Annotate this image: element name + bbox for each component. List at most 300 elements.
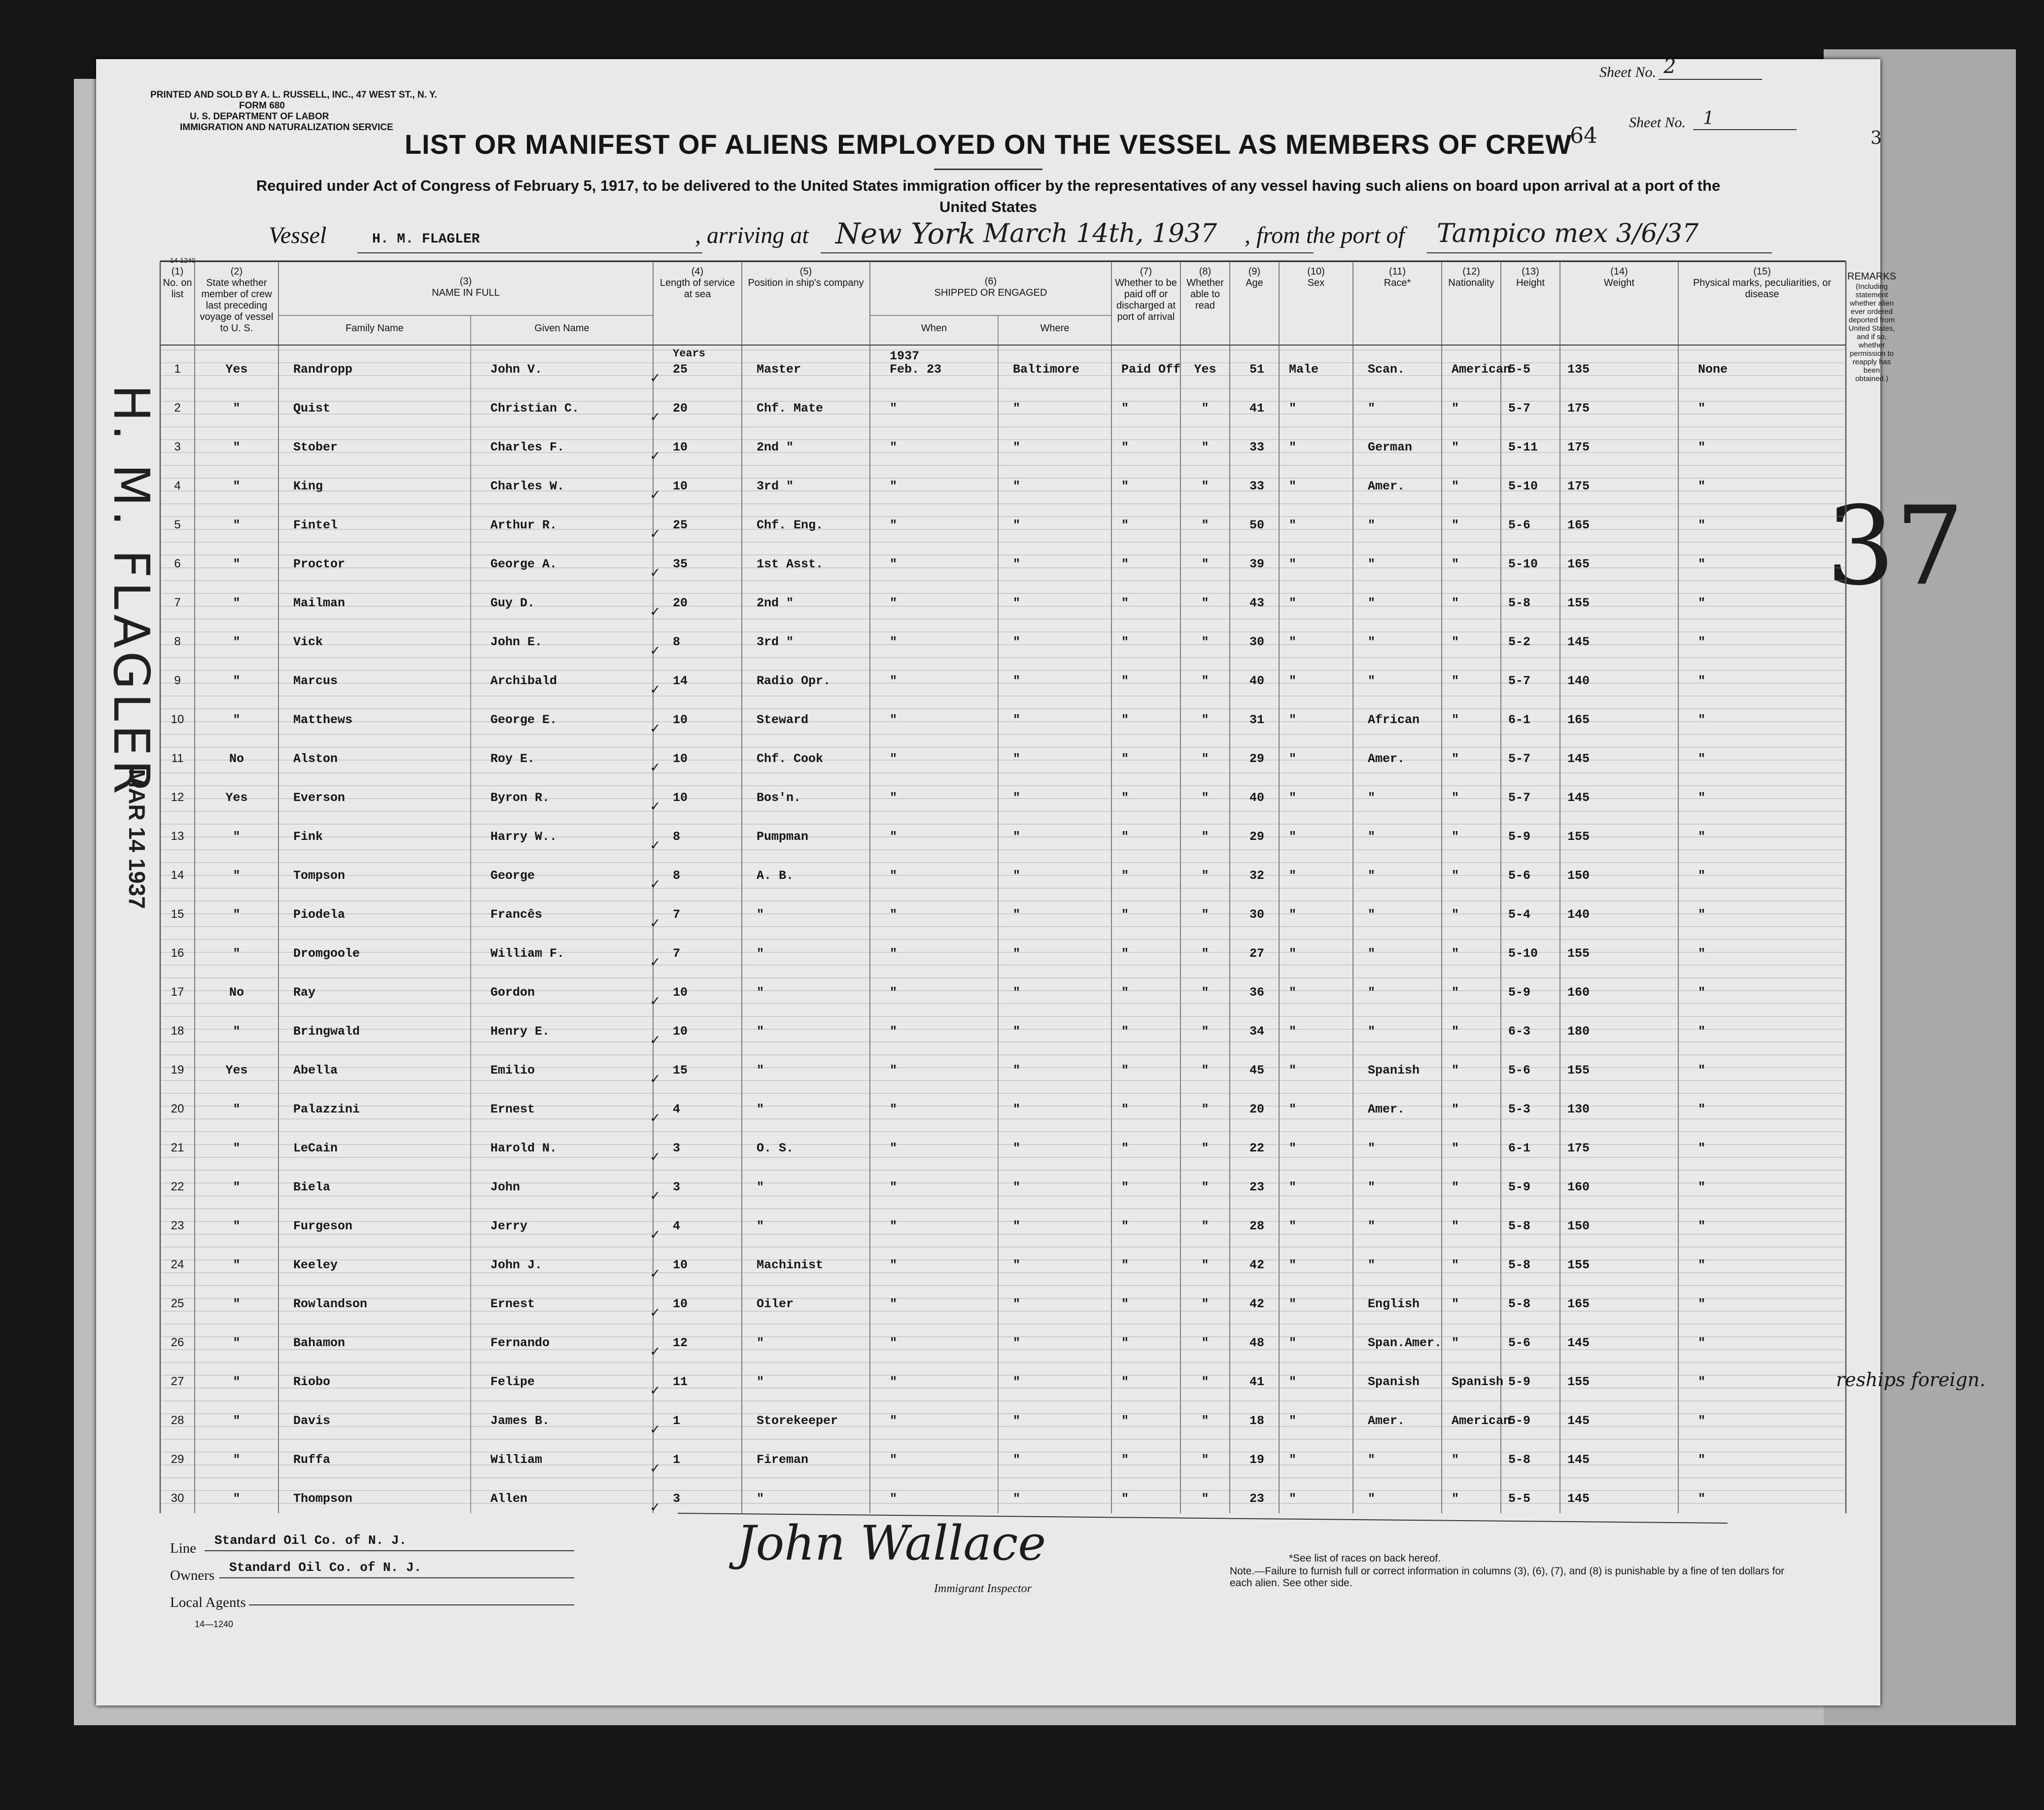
cell-given: Francês <box>490 907 543 922</box>
cell-sex: " <box>1289 1297 1297 1311</box>
cell-when: " <box>890 1180 898 1194</box>
cell-height: 5-5 <box>1508 362 1531 377</box>
cell-weight: 150 <box>1567 1219 1590 1233</box>
table-row <box>160 985 1846 1024</box>
cell-race: " <box>1368 596 1376 610</box>
cell-given: Guy D. <box>490 596 535 610</box>
cell-prev: " <box>233 1180 241 1194</box>
cell-race: " <box>1368 830 1376 844</box>
column-label: Whether able to read <box>1186 278 1224 311</box>
cell-family: Stober <box>293 440 338 454</box>
cell-paid: " <box>1121 1141 1129 1155</box>
column-header <box>280 276 652 299</box>
cell-read: " <box>1201 869 1209 883</box>
cell-marks: " <box>1698 1297 1706 1311</box>
table-row <box>160 557 1846 596</box>
cell-family: King <box>293 479 323 493</box>
cell-position: " <box>757 946 764 961</box>
cell-marks: " <box>1698 518 1706 532</box>
cell-where: " <box>1013 1141 1021 1155</box>
cell-marks: " <box>1698 985 1706 1000</box>
cell-paid: Paid Off <box>1121 362 1181 377</box>
cell-prev: No <box>229 752 244 766</box>
printer-line: IMMIGRATION AND NATURALIZATION SERVICE <box>180 122 393 133</box>
cell-no: 22 <box>171 1180 184 1193</box>
cell-family: Davis <box>293 1414 331 1428</box>
cell-given: Harry W.. <box>490 830 557 844</box>
cell-family: Thompson <box>293 1492 353 1506</box>
cell-given: Allen <box>490 1492 528 1506</box>
cell-age: 45 <box>1249 1063 1265 1078</box>
cell-race: " <box>1368 635 1376 649</box>
arrival-date: March 14th, 1937 <box>983 219 1217 248</box>
check-mark-icon: ✓ <box>651 1344 660 1361</box>
cell-when: " <box>890 791 898 805</box>
cell-when: " <box>890 1297 898 1311</box>
cell-marks: " <box>1698 713 1706 727</box>
cell-years: 7 <box>673 946 681 961</box>
cell-weight: 155 <box>1567 1063 1590 1078</box>
cell-family: Biela <box>293 1180 331 1194</box>
cell-years: 25 <box>673 518 688 532</box>
cell-age: 19 <box>1249 1453 1265 1467</box>
table-row <box>160 440 1846 479</box>
cell-nationality: American <box>1452 1414 1511 1428</box>
cell-age: 33 <box>1249 440 1265 454</box>
cell-position: Chf. Cook <box>757 752 824 766</box>
cell-given: George <box>490 869 535 883</box>
table-row <box>160 1219 1846 1258</box>
cell-position: Pumpman <box>757 830 809 844</box>
column-number: (7) <box>1140 266 1152 277</box>
cell-prev: " <box>233 1297 241 1311</box>
cell-weight: 175 <box>1567 479 1590 493</box>
cell-years: 15 <box>673 1063 688 1078</box>
cell-marks: " <box>1698 1375 1706 1389</box>
check-mark-icon: ✓ <box>651 449 660 465</box>
cell-sex: " <box>1289 1024 1297 1039</box>
cell-where: " <box>1013 401 1021 416</box>
cell-when: " <box>890 1063 898 1078</box>
cell-weight: 145 <box>1567 752 1590 766</box>
cell-where: " <box>1013 518 1021 532</box>
cell-weight: 175 <box>1567 440 1590 454</box>
cell-years: 1 <box>673 1414 681 1428</box>
cell-position: Machinist <box>757 1258 824 1272</box>
cell-race: Span.Amer. <box>1368 1336 1442 1350</box>
cell-no: 5 <box>174 518 181 531</box>
column-header <box>655 266 740 300</box>
cell-family: Everson <box>293 791 346 805</box>
cell-marks: " <box>1698 1063 1706 1078</box>
page-title: LIST OR MANIFEST OF ALIENS EMPLOYED ON THE VESSEL AS MEMBERS OF CREW <box>404 129 1572 160</box>
cell-position: Radio Opr. <box>757 674 831 688</box>
cell-read: " <box>1201 1297 1209 1311</box>
cell-height: 5-6 <box>1508 1063 1531 1078</box>
cell-read: " <box>1201 830 1209 844</box>
cell-prev: " <box>233 1024 241 1039</box>
cell-age: 29 <box>1249 752 1265 766</box>
table-row <box>160 1141 1846 1180</box>
check-mark-icon: ✓ <box>651 916 660 933</box>
cell-read: " <box>1201 479 1209 493</box>
cell-marks: " <box>1698 596 1706 610</box>
cell-weight: 145 <box>1567 1414 1590 1428</box>
check-mark-icon: ✓ <box>651 955 660 972</box>
cell-given: Arthur R. <box>490 518 557 532</box>
check-mark-icon: ✓ <box>651 643 660 660</box>
cell-prev: " <box>233 1336 241 1350</box>
cell-given: Gordon <box>490 985 535 1000</box>
cell-race: " <box>1368 557 1376 571</box>
cell-weight: 165 <box>1567 1297 1590 1311</box>
cell-nationality: " <box>1452 1180 1459 1194</box>
cell-paid: " <box>1121 518 1129 532</box>
table-row <box>160 1414 1846 1453</box>
cell-when: " <box>890 518 898 532</box>
cell-years: 8 <box>673 830 681 844</box>
cell-no: 21 <box>171 1141 184 1154</box>
cell-no: 7 <box>174 596 181 609</box>
cell-family: Proctor <box>293 557 346 571</box>
cell-height: 5-9 <box>1508 985 1531 1000</box>
cell-paid: " <box>1121 1414 1129 1428</box>
cell-read: " <box>1201 907 1209 922</box>
cell-prev: " <box>233 1258 241 1272</box>
cell-nationality: " <box>1452 1141 1459 1155</box>
cell-sex: " <box>1289 791 1297 805</box>
cell-where: " <box>1013 830 1021 844</box>
cell-race: " <box>1368 985 1376 1000</box>
cell-position: Oiler <box>757 1297 794 1311</box>
cell-sex: " <box>1289 1453 1297 1467</box>
cell-prev: " <box>233 946 241 961</box>
check-mark-icon: ✓ <box>651 1305 660 1322</box>
check-mark-icon: ✓ <box>651 1227 660 1244</box>
cell-age: 29 <box>1249 830 1265 844</box>
cell-family: Ray <box>293 985 316 1000</box>
cell-race: " <box>1368 518 1376 532</box>
cell-height: 5-6 <box>1508 518 1531 532</box>
form-code-top: 14-1240 <box>170 256 196 264</box>
cell-no: 24 <box>171 1258 184 1271</box>
cell-given: Emilio <box>490 1063 535 1078</box>
cell-given: John V. <box>490 362 543 377</box>
cell-family: Matthews <box>293 713 353 727</box>
cell-given: Felipe <box>490 1375 535 1389</box>
cell-read: " <box>1201 1414 1209 1428</box>
column-header <box>1231 266 1278 289</box>
table-row <box>160 1453 1846 1492</box>
cell-prev: " <box>233 635 241 649</box>
table-row <box>160 479 1846 518</box>
cell-given: James B. <box>490 1414 550 1428</box>
cell-given: Roy E. <box>490 752 535 766</box>
cell-position: Fireman <box>757 1453 809 1467</box>
cell-position: " <box>757 1375 764 1389</box>
column-header <box>196 266 277 334</box>
cell-marks: " <box>1698 401 1706 416</box>
cell-marks: " <box>1698 1141 1706 1155</box>
right-margin-mark: 37 <box>1826 483 1964 609</box>
date-stamp: MAR 14 1937 <box>124 769 150 909</box>
cell-where: " <box>1013 596 1021 610</box>
cell-where: " <box>1013 752 1021 766</box>
cell-race: African <box>1368 713 1420 727</box>
check-mark-icon: ✓ <box>651 799 660 816</box>
cell-family: Bahamon <box>293 1336 346 1350</box>
cell-nationality: " <box>1452 596 1459 610</box>
cell-read: Yes <box>1194 362 1216 377</box>
cell-position: A. B. <box>757 869 794 883</box>
cell-marks: " <box>1698 1180 1706 1194</box>
races-note: *See list of races on back hereof. <box>1289 1553 1441 1564</box>
cell-given: Charles F. <box>490 440 565 454</box>
cell-weight: 160 <box>1567 985 1590 1000</box>
cell-race: " <box>1368 1141 1376 1155</box>
cell-prev: " <box>233 557 241 571</box>
cell-age: 31 <box>1249 713 1265 727</box>
cell-position: 2nd " <box>757 596 794 610</box>
cell-given: Jerry <box>490 1219 528 1233</box>
cell-paid: " <box>1121 1258 1129 1272</box>
cell-height: 5-5 <box>1508 1492 1531 1506</box>
cell-paid: " <box>1121 985 1129 1000</box>
check-mark-icon: ✓ <box>651 877 660 894</box>
vessel-name: H. M. FLAGLER <box>372 232 480 247</box>
check-mark-icon: ✓ <box>651 487 660 504</box>
cell-prev: " <box>233 674 241 688</box>
inspector-signature: John Wallace <box>737 1516 1046 1571</box>
cell-position: 3rd " <box>757 479 794 493</box>
cell-read: " <box>1201 791 1209 805</box>
cell-no: 30 <box>171 1492 184 1505</box>
column-number: (10) <box>1307 266 1325 277</box>
remarks-note: (Including statement whether alien ever ordered deported from United States, and if so, whether permission to reapply has been obtained.) <box>1848 282 1895 383</box>
cell-prev: Yes <box>225 791 248 805</box>
cell-read: " <box>1201 674 1209 688</box>
cell-nationality: " <box>1452 440 1459 454</box>
vessel-stamp: H. M. FLAGLER <box>103 384 160 798</box>
cell-nationality: " <box>1452 401 1459 416</box>
cell-where: " <box>1013 1063 1021 1078</box>
cell-years: 10 <box>673 479 688 493</box>
column-number: (9) <box>1248 266 1261 277</box>
local-agents-label: Local Agents <box>170 1595 246 1610</box>
cell-no: 8 <box>174 635 181 648</box>
cell-marks: " <box>1698 869 1706 883</box>
cell-race: " <box>1368 674 1376 688</box>
cell-sex: " <box>1289 557 1297 571</box>
cell-race: " <box>1368 401 1376 416</box>
given-name-header: Given Name <box>534 323 589 334</box>
cell-given: Christian C. <box>490 401 580 416</box>
cell-weight: 145 <box>1567 1336 1590 1350</box>
cell-given: Harold N. <box>490 1141 557 1155</box>
cell-height: 6-3 <box>1508 1024 1531 1039</box>
cell-where: " <box>1013 1453 1021 1467</box>
table-row <box>160 1063 1846 1102</box>
cell-years: 10 <box>673 1297 688 1311</box>
column-number: (3) <box>459 276 472 287</box>
cell-years: 11 <box>673 1375 688 1389</box>
table-row <box>160 830 1846 869</box>
cell-sex: " <box>1289 713 1297 727</box>
cell-when: " <box>890 946 898 961</box>
cell-height: 5-6 <box>1508 869 1531 883</box>
cell-height: 5-6 <box>1508 1336 1531 1350</box>
cell-height: 5-10 <box>1508 557 1538 571</box>
cell-height: 5-7 <box>1508 401 1531 416</box>
cell-age: 43 <box>1249 596 1265 610</box>
cell-position: 3rd " <box>757 635 794 649</box>
cell-nationality: " <box>1452 791 1459 805</box>
column-header <box>1182 266 1228 312</box>
cell-years: 10 <box>673 1258 688 1272</box>
sheet-label: Sheet No. <box>1599 64 1656 80</box>
column-header <box>1502 266 1559 289</box>
column-header <box>871 276 1110 299</box>
cell-years: 14 <box>673 674 688 688</box>
cell-given: William <box>490 1453 543 1467</box>
cell-when: " <box>890 440 898 454</box>
cell-position: " <box>757 1102 764 1116</box>
cell-paid: " <box>1121 1063 1129 1078</box>
cell-paid: " <box>1121 713 1129 727</box>
cell-race: " <box>1368 907 1376 922</box>
cell-sex: " <box>1289 1336 1297 1350</box>
cell-sex: " <box>1289 830 1297 844</box>
cell-race: " <box>1368 1453 1376 1467</box>
cell-position: 2nd " <box>757 440 794 454</box>
check-mark-icon: ✓ <box>651 682 660 699</box>
check-mark-icon: ✓ <box>651 410 660 426</box>
cell-age: 27 <box>1249 946 1265 961</box>
cell-where: " <box>1013 1024 1021 1039</box>
cell-sex: " <box>1289 1375 1297 1389</box>
cell-height: 5-9 <box>1508 1180 1531 1194</box>
cell-nationality: " <box>1452 1024 1459 1039</box>
manifest-page <box>96 55 1986 1706</box>
cell-age: 30 <box>1249 635 1265 649</box>
cell-weight: 155 <box>1567 1258 1590 1272</box>
printer-line: U. S. DEPARTMENT OF LABOR <box>190 111 329 122</box>
cell-no: 15 <box>171 907 184 921</box>
cell-race: " <box>1368 791 1376 805</box>
column-header <box>1443 266 1499 289</box>
cell-marks: " <box>1698 635 1706 649</box>
cell-read: " <box>1201 1336 1209 1350</box>
cell-age: 36 <box>1249 985 1265 1000</box>
cell-read: " <box>1201 1219 1209 1233</box>
cell-when: " <box>890 907 898 922</box>
cell-read: " <box>1201 1258 1209 1272</box>
column-label: Race* <box>1384 278 1411 288</box>
cell-when: " <box>890 1336 898 1350</box>
cell-no: 12 <box>171 791 184 804</box>
from-label: , from the port of <box>1245 222 1405 248</box>
cell-age: 30 <box>1249 907 1265 922</box>
check-mark-icon: ✓ <box>651 1033 660 1049</box>
cell-where: " <box>1013 1180 1021 1194</box>
cell-family: Marcus <box>293 674 338 688</box>
cell-family: Keeley <box>293 1258 338 1272</box>
cell-weight: 155 <box>1567 946 1590 961</box>
cell-read: " <box>1201 1024 1209 1039</box>
cell-sex: Male <box>1289 362 1319 377</box>
cell-paid: " <box>1121 401 1129 416</box>
column-header <box>1680 266 1844 300</box>
cell-marks: " <box>1698 1024 1706 1039</box>
cell-sex: " <box>1289 946 1297 961</box>
cell-marks: " <box>1698 1258 1706 1272</box>
cell-age: 48 <box>1249 1336 1265 1350</box>
cell-marks: " <box>1698 557 1706 571</box>
column-header <box>162 266 193 300</box>
cell-years: 8 <box>673 869 681 883</box>
cell-when: " <box>890 713 898 727</box>
cell-no: 23 <box>171 1219 184 1232</box>
cell-paid: " <box>1121 1297 1129 1311</box>
cell-when: " <box>890 1453 898 1467</box>
cell-race: Amer. <box>1368 1414 1405 1428</box>
cell-given: Fernando <box>490 1336 550 1350</box>
table-row <box>160 362 1846 401</box>
cell-race: " <box>1368 1492 1376 1506</box>
table-row <box>160 1180 1846 1219</box>
cell-nationality: " <box>1452 674 1459 688</box>
table-row <box>160 596 1846 635</box>
check-mark-icon: ✓ <box>651 565 660 582</box>
cell-given: John J. <box>490 1258 543 1272</box>
cell-paid: " <box>1121 1024 1129 1039</box>
cell-marks: " <box>1698 1414 1706 1428</box>
column-number: (8) <box>1199 266 1212 277</box>
cell-height: 5-2 <box>1508 635 1531 649</box>
cell-prev: " <box>233 440 241 454</box>
sheet-number: 1 <box>1703 108 1714 129</box>
vessel-label: Vessel <box>269 222 327 248</box>
cell-age: 23 <box>1249 1492 1265 1506</box>
cell-years: 10 <box>673 791 688 805</box>
cell-prev: " <box>233 518 241 532</box>
cell-marks: " <box>1698 1492 1706 1506</box>
check-mark-icon: ✓ <box>651 526 660 543</box>
column-label: Physical marks, peculiarities, or disease <box>1693 278 1832 300</box>
column-number: (15) <box>1753 266 1771 277</box>
cell-family: LeCain <box>293 1141 338 1155</box>
cell-no: 18 <box>171 1024 184 1038</box>
check-mark-icon: ✓ <box>651 760 660 777</box>
cell-years: 20 <box>673 401 688 416</box>
table-row <box>160 1102 1846 1141</box>
cell-nationality: Spanish <box>1452 1375 1504 1389</box>
cell-paid: " <box>1121 1453 1129 1467</box>
cell-age: 51 <box>1249 362 1265 377</box>
cell-paid: " <box>1121 596 1129 610</box>
family-name-header: Family Name <box>346 323 404 334</box>
cell-prev: " <box>233 1141 241 1155</box>
line-value: Standard Oil Co. of N. J. <box>214 1533 407 1548</box>
cell-height: 5-4 <box>1508 907 1531 922</box>
cell-years: 10 <box>673 440 688 454</box>
cell-age: 41 <box>1249 1375 1265 1389</box>
column-header <box>1281 266 1351 289</box>
cell-prev: " <box>233 1414 241 1428</box>
check-mark-icon: ✓ <box>651 838 660 855</box>
table-row <box>160 518 1846 557</box>
cell-age: 18 <box>1249 1414 1265 1428</box>
